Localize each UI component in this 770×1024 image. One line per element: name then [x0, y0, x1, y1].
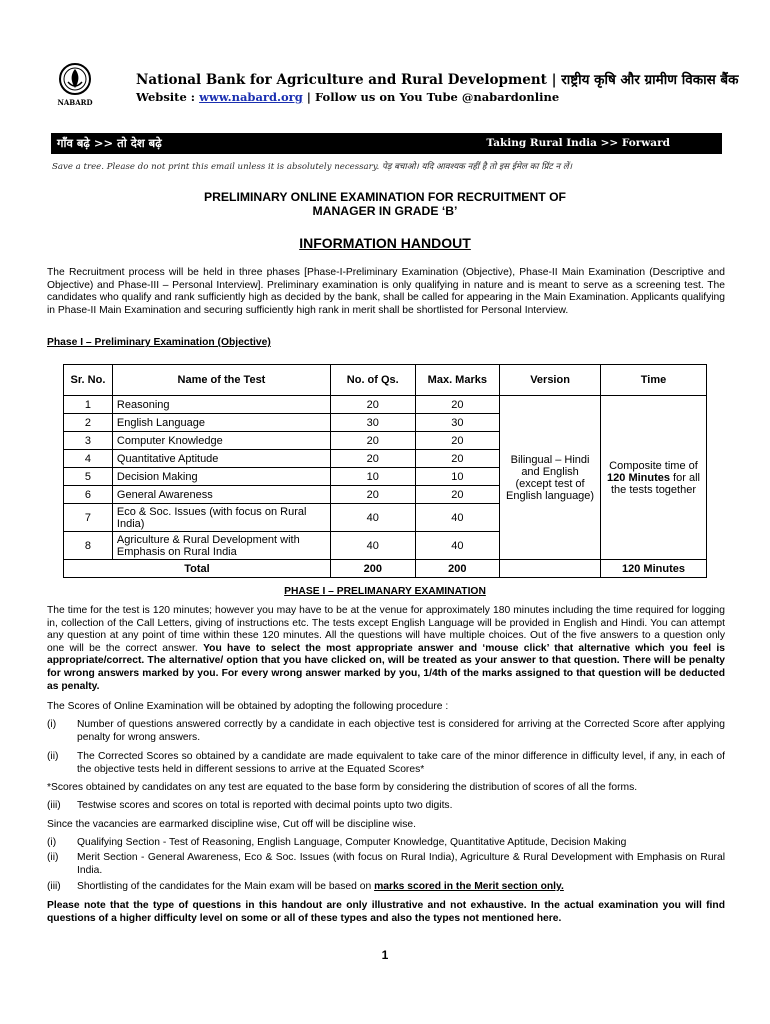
cell-total-label: Total	[64, 560, 331, 578]
page-number: 1	[381, 948, 389, 962]
th-version: Version	[500, 365, 601, 396]
cell-total-marks: 200	[415, 560, 500, 578]
info-handout-heading: INFORMATION HANDOUT	[299, 235, 471, 251]
item-number: (i)	[47, 719, 57, 730]
cell-total-qs: 200	[330, 560, 415, 578]
cell-total-version	[500, 560, 601, 578]
nabard-logo-icon	[56, 62, 94, 108]
intro-paragraph: The Recruitment process will be held in three phases [Phase-I-Preliminary Examination (Objective), Phase-II Main Examination (Descriptive and Objective) and Phase-III – Personal Interview]. Preliminary examination is only qualifying in nature and is meant to serve as a screening test. The candidates who qualify and rank sufficiently high as decided by the bank, shall be called for appearing in the Main Examination. Applicants qualifying in Phase-II Main Examination and securing sufficiently high rank in merit shall be shortlisted for Personal Interview.	[47, 267, 725, 316]
th-sr: Sr. No.	[64, 365, 113, 396]
item-number: (iii)	[47, 881, 61, 892]
cell-total-time: 120 Minutes	[601, 560, 707, 578]
banner-hindi-slogan: गाँव बढ़े >> तो देश बढ़े	[57, 136, 162, 150]
th-time: Time	[601, 365, 707, 396]
time-post: for all the tests together	[611, 471, 700, 496]
print-notice: Save a tree. Please do not print this email unless it is absolutely necessary. पेड़ बचाओ। यदि आवश्यक नहीं है तो इस ईमेल का प्रिंट न लें।	[52, 162, 572, 172]
cell-marks: 10	[415, 468, 500, 486]
equated-note: *Scores obtained by candidates on any test are equated to the base form by considering the distribution of scores of all the forms.	[47, 782, 638, 793]
cell-name: Quantitative Aptitude	[112, 450, 330, 468]
slogan-banner	[51, 133, 722, 154]
cell-qs: 20	[330, 486, 415, 504]
time-para-normal: The time for the test is 120 minutes; however you may have to be at the venue for approximately 180 minutes including the time required for logging in, collection of the Call Letters, giving of instructions etc. The tests except English Language will be provided in English and Hindi. You can attempt any question at any point of time within these 120 minutes. All the questions will have multiple choices. Out of the five answers to a question only one will be the correct answer.	[47, 605, 725, 654]
cell-marks: 20	[415, 432, 500, 450]
time-pre: Composite time of	[609, 459, 698, 472]
th-marks: Max. Marks	[415, 365, 500, 396]
item-number: (ii)	[47, 751, 59, 762]
website-label: Website :	[136, 90, 200, 104]
table-total-row	[64, 560, 707, 578]
cell-sr: 4	[64, 450, 113, 468]
time-paragraph	[47, 605, 725, 693]
item-text: Merit Section - General Awareness, Eco & Soc. Issues (with focus on Rural India), Agriculture & Rural Development with Emphasis on Rural India.	[77, 852, 725, 876]
sec-iii-bold: marks scored in the Merit section only.	[374, 881, 564, 892]
cell-sr: 7	[64, 504, 113, 532]
cell-marks: 20	[415, 396, 500, 414]
org-name: National Bank for Agriculture and Rural Development | राष्ट्रीय कृषि और ग्रामीण विकास बैंक	[136, 72, 739, 88]
doc-title-line1: PRELIMINARY ONLINE EXAMINATION FOR RECRUITMENT OF	[203, 190, 566, 204]
follow-text: | Follow us on You Tube @nabardonline	[302, 90, 560, 104]
cell-sr: 6	[64, 486, 113, 504]
scores-intro: The Scores of Online Examination will be obtained by adopting the following procedure :	[47, 701, 449, 712]
cell-sr: 2	[64, 414, 113, 432]
cell-marks: 20	[415, 450, 500, 468]
cutoff-text: Since the vacancies are earmarked discipline wise, Cut off will be discipline wise.	[47, 819, 416, 830]
cell-marks: 30	[415, 414, 500, 432]
cell-qs: 40	[330, 532, 415, 560]
website-link[interactable]: www.nabard.org	[199, 90, 303, 104]
item-text: Number of questions answered correctly by a candidate in each objective test is considered for arriving at the Corrected Score after applying penalty for wrong answers.	[77, 719, 725, 743]
phase1-heading: Phase I – Preliminary Examination (Objective)	[47, 337, 271, 348]
org-links	[136, 90, 559, 104]
cell-version: Bilingual – Hindi and English (except test of English language)	[500, 396, 601, 560]
table-row	[64, 396, 707, 414]
cell-qs: 30	[330, 414, 415, 432]
item-text: Testwise scores and scores on total is reported with decimal points upto two digits.	[77, 800, 453, 811]
table-header-row	[64, 365, 707, 396]
item-number: (ii)	[47, 852, 59, 863]
cell-marks: 20	[415, 486, 500, 504]
sec-iii-pre: Shortlisting of the candidates for the Main exam will be based on	[77, 881, 375, 892]
test-table	[63, 364, 707, 578]
doc-title-line2: MANAGER IN GRADE ‘B’	[312, 204, 458, 218]
item-number: (i)	[47, 837, 57, 848]
logo-text: NABARD	[57, 98, 93, 107]
cell-name: Eco & Soc. Issues (with focus on Rural India)	[112, 504, 330, 532]
item-text: Qualifying Section - Test of Reasoning, English Language, Computer Knowledge, Quantitative Aptitude, Decision Making	[77, 837, 627, 848]
time-para-bold: You have to select the most appropriate answer and ‘mouse click’ that alternative which you feel is appropriate/correct. The alternative/ option that you have clicked on, will be treated as your answer to that question. There will be penalty for wrong answers marked by you. For every wrong answer marked by you, 1/4th of the marks assigned to that question will be deducted as penalty.	[47, 642, 725, 692]
banner-english-slogan: Taking Rural India >> Forward	[486, 137, 670, 149]
item-text: The Corrected Scores so obtained by a candidate are made equivalent to take care of the minor difference in difficulty level, if any, in each of the objective tests held in different sessions to arrive at the Equated Scores*	[77, 751, 725, 775]
cell-qs: 20	[330, 396, 415, 414]
item-number: (iii)	[47, 800, 61, 811]
cell-sr: 8	[64, 532, 113, 560]
item-text	[77, 881, 725, 894]
cell-sr: 3	[64, 432, 113, 450]
cell-name: Computer Knowledge	[112, 432, 330, 450]
cell-name: Agriculture & Rural Development with Emphasis on Rural India	[112, 532, 330, 560]
cell-sr: 5	[64, 468, 113, 486]
cell-time	[601, 396, 707, 560]
phase1-subheading: PHASE I – PRELIMANARY EXAMINATION	[284, 586, 486, 597]
cell-qs: 40	[330, 504, 415, 532]
cell-qs: 10	[330, 468, 415, 486]
cell-name: Reasoning	[112, 396, 330, 414]
cell-marks: 40	[415, 504, 500, 532]
cell-qs: 20	[330, 432, 415, 450]
cell-name: Decision Making	[112, 468, 330, 486]
cell-sr: 1	[64, 396, 113, 414]
cell-qs: 20	[330, 450, 415, 468]
final-note: Please note that the type of questions in this handout are only illustrative and not exhaustive. In the actual examination you will find questions of a higher difficulty level on some or all of these types and also the types not mentioned here.	[47, 900, 725, 924]
th-qs: No. of Qs.	[330, 365, 415, 396]
time-bold: 120 Minutes	[607, 471, 670, 484]
cell-marks: 40	[415, 532, 500, 560]
cell-name: General Awareness	[112, 486, 330, 504]
cell-name: English Language	[112, 414, 330, 432]
th-name: Name of the Test	[112, 365, 330, 396]
